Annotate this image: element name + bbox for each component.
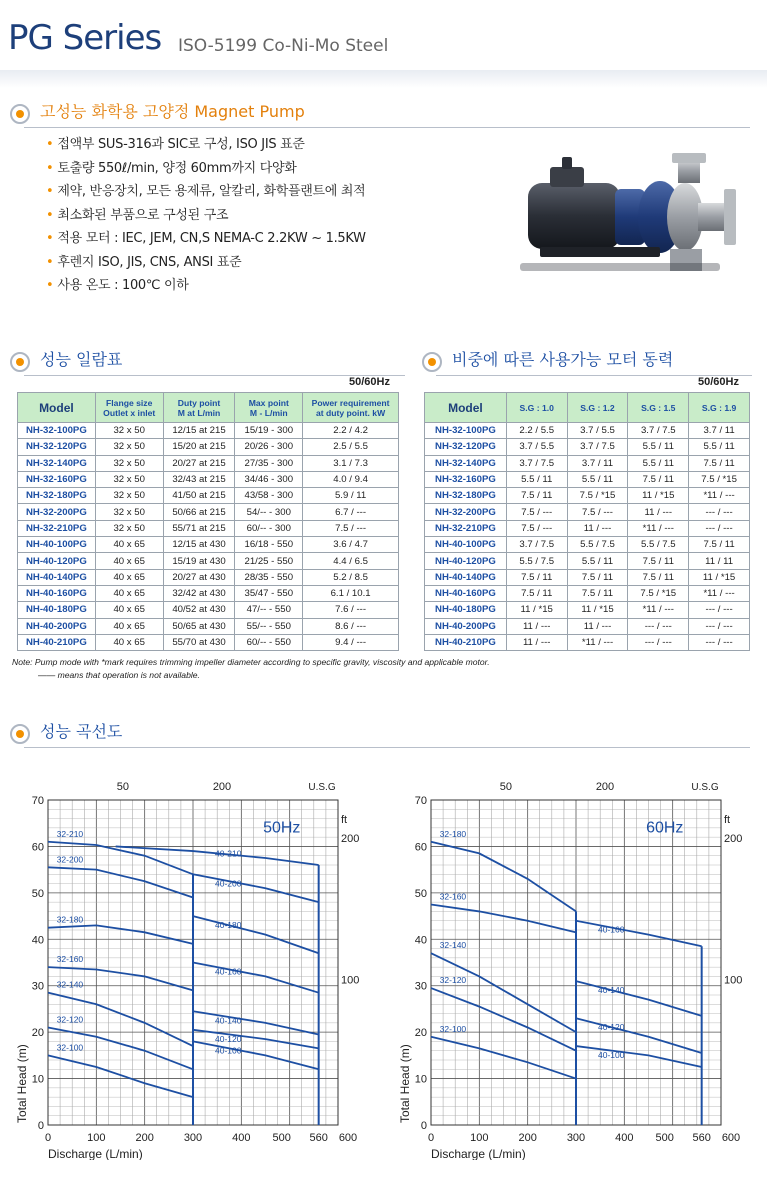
y-axis-title: Total Head (m) xyxy=(15,1044,29,1123)
value-cell: 12/15 at 215 xyxy=(163,423,235,439)
curve-chart-60hz xyxy=(383,770,767,1160)
x-tick-label: 400 xyxy=(232,1132,251,1144)
note-not-available: —— means that operation is not available. xyxy=(38,670,200,680)
y-tick-label: 40 xyxy=(414,934,427,947)
value-cell: 11 / *15 xyxy=(628,488,689,504)
value-cell: 21/25 - 550 xyxy=(235,553,303,569)
table-row xyxy=(18,602,399,618)
feature-item: • 토출량 550ℓ/min, 양정 60mm까지 다양화 xyxy=(46,157,446,181)
curve-label: 40-160 xyxy=(598,924,625,935)
value-cell: 15/19 - 300 xyxy=(235,423,303,439)
table-row xyxy=(18,455,399,471)
table-row xyxy=(18,618,399,634)
model-cell: NH-32-210PG xyxy=(18,520,96,536)
ft-tick-label: 100 xyxy=(724,974,743,987)
value-cell: 60/-- - 300 xyxy=(235,520,303,536)
x-tick-label: 600 xyxy=(338,1132,358,1144)
motor-heading: 비중에 따른 사용가능 모터 동력 xyxy=(452,350,674,369)
perf-header-0: Model xyxy=(18,393,96,423)
value-cell: 5.5 / 11 xyxy=(506,471,567,487)
motor-header-2: S.G : 1.2 xyxy=(567,393,628,423)
motor-power-table xyxy=(424,392,750,651)
table-row xyxy=(425,439,750,455)
value-cell: 11 / --- xyxy=(567,520,628,536)
curve-40-180 xyxy=(193,916,319,953)
usg-tick-label: 50 xyxy=(116,781,130,793)
feature-item: • 적용 모터 : IEC, JEM, CN,S NEMA-C 2.2KW ~ 1.5KW xyxy=(46,227,446,251)
curve-label: 40-120 xyxy=(598,1022,625,1033)
value-cell: 5.5 / 11 xyxy=(567,471,628,487)
table-row xyxy=(18,634,399,650)
section-divider xyxy=(24,747,750,748)
feature-item: • 후렌지 ISO, JIS, CNS, ANSI 표준 xyxy=(46,251,446,275)
value-cell: 2.5 / 5.5 xyxy=(303,439,399,455)
model-cell: NH-40-160PG xyxy=(425,585,507,601)
value-cell: 32/42 at 430 xyxy=(163,585,235,601)
value-cell: 11 / *15 xyxy=(567,602,628,618)
y-tick-label: 70 xyxy=(414,795,427,807)
curve-label: 32-100 xyxy=(439,1023,467,1034)
model-cell: NH-32-100PG xyxy=(425,423,507,439)
feature-item: • 접액부 SUS-316과 SIC로 구성, ISO JIS 표준 xyxy=(46,133,446,157)
motor-header-0: Model xyxy=(425,393,507,423)
value-cell: 15/20 at 215 xyxy=(163,439,235,455)
performance-heading: 성능 일람표 xyxy=(40,350,123,369)
value-cell: 7.5 / *15 xyxy=(567,488,628,504)
value-cell: 11 / --- xyxy=(567,618,628,634)
value-cell: 5.5 / 11 xyxy=(689,439,750,455)
curve-label: 32-160 xyxy=(439,891,467,902)
value-cell: 43/58 - 300 xyxy=(235,488,303,504)
value-cell: 3.7 / 7.5 xyxy=(628,423,689,439)
perf-header-3: Max point M - L/min xyxy=(235,393,303,423)
value-cell: --- / --- xyxy=(689,504,750,520)
value-cell: 7.5 / 11 xyxy=(628,553,689,569)
value-cell: 7.5 / --- xyxy=(567,504,628,520)
model-cell: NH-32-180PG xyxy=(18,488,96,504)
value-cell: 40 x 65 xyxy=(95,634,163,650)
value-cell: 3.1 / 7.3 xyxy=(303,455,399,471)
value-cell: 20/26 - 300 xyxy=(235,439,303,455)
feature-item: • 제약, 반응장치, 모든 용제류, 알칼리, 화학플랜트에 최적 xyxy=(46,180,446,204)
value-cell: 2.2 / 5.5 xyxy=(506,423,567,439)
value-cell: --- / --- xyxy=(689,618,750,634)
value-cell: 55/-- - 550 xyxy=(235,618,303,634)
value-cell: 11 / *15 xyxy=(506,602,567,618)
ft-tick-label: 200 xyxy=(341,832,360,845)
motor-unit: 50/60Hz xyxy=(698,376,739,388)
value-cell: 47/-- - 550 xyxy=(235,602,303,618)
feature-list xyxy=(46,133,446,298)
value-cell: 41/50 at 215 xyxy=(163,488,235,504)
value-cell: --- / --- xyxy=(689,634,750,650)
motor-header-3: S.G : 1.5 xyxy=(628,393,689,423)
curve-40-100 xyxy=(576,1046,702,1067)
magnet-pump-photo xyxy=(520,145,750,290)
value-cell: *11 / --- xyxy=(628,520,689,536)
table-row xyxy=(18,423,399,439)
model-cell: NH-40-180PG xyxy=(18,602,96,618)
perf-header-2: Duty point M at L/min xyxy=(163,393,235,423)
intro-section-header xyxy=(10,98,750,128)
y-tick-label: 10 xyxy=(414,1073,427,1086)
ft-axis-label: ft xyxy=(724,814,731,827)
value-cell: 50/66 at 215 xyxy=(163,504,235,520)
ft-tick-label: 200 xyxy=(724,832,743,845)
table-row xyxy=(18,553,399,569)
value-cell: *11 / --- xyxy=(567,634,628,650)
value-cell: 7.5 / 11 xyxy=(567,585,628,601)
curve-label: 32-140 xyxy=(56,979,84,990)
value-cell: 7.5 / 11 xyxy=(628,569,689,585)
x-tick-label: 0 xyxy=(427,1132,435,1144)
curve-40-200 xyxy=(193,874,319,902)
model-cell: NH-32-210PG xyxy=(425,520,507,536)
table-notes xyxy=(12,656,490,682)
model-cell: NH-40-210PG xyxy=(18,634,96,650)
y-tick-label: 70 xyxy=(31,795,44,807)
y-tick-label: 30 xyxy=(31,980,44,993)
value-cell: 40 x 65 xyxy=(95,553,163,569)
section-bullet-icon xyxy=(422,352,442,372)
value-cell: 35/47 - 550 xyxy=(235,585,303,601)
curve-40-140 xyxy=(576,981,702,1016)
curve-label: 32-180 xyxy=(439,828,467,839)
y-tick-label: 60 xyxy=(31,841,44,854)
value-cell: 7.5 / 11 xyxy=(628,471,689,487)
curve-label: 32-160 xyxy=(56,954,84,965)
value-cell: 32 x 50 xyxy=(95,439,163,455)
table-row xyxy=(18,537,399,553)
value-cell: *11 / --- xyxy=(628,602,689,618)
value-cell: 5.9 / 11 xyxy=(303,488,399,504)
curves-section-header xyxy=(10,718,750,748)
value-cell: 32 x 50 xyxy=(95,471,163,487)
model-cell: NH-40-120PG xyxy=(425,553,507,569)
x-tick-label: 600 xyxy=(721,1132,741,1144)
value-cell: 7.5 / --- xyxy=(506,520,567,536)
usg-tick-label: 50 xyxy=(499,781,513,793)
value-cell: 3.7 / 7.5 xyxy=(506,455,567,471)
curve-label: 32-120 xyxy=(439,975,467,986)
model-cell: NH-40-140PG xyxy=(425,569,507,585)
usg-tick-label: 200 xyxy=(595,781,615,793)
header-band xyxy=(0,70,767,88)
value-cell: 32/43 at 215 xyxy=(163,471,235,487)
table-row xyxy=(18,488,399,504)
value-cell: 7.5 / 11 xyxy=(506,585,567,601)
value-cell: 6.1 / 10.1 xyxy=(303,585,399,601)
value-cell: 32 x 50 xyxy=(95,423,163,439)
curve-label: 40-120 xyxy=(215,1033,242,1044)
model-cell: NH-32-200PG xyxy=(18,504,96,520)
table-row xyxy=(425,537,750,553)
curve-label: 40-180 xyxy=(215,920,242,931)
value-cell: 7.6 / --- xyxy=(303,602,399,618)
x-tick-label: 100 xyxy=(470,1132,489,1144)
model-cell: NH-32-180PG xyxy=(425,488,507,504)
usg-tick-label: 200 xyxy=(212,781,232,793)
x-tick-label: 500 xyxy=(272,1132,291,1144)
value-cell: 3.7 / 7.5 xyxy=(567,439,628,455)
feature-item: • 사용 온도 : 100℃ 이하 xyxy=(46,274,446,298)
model-cell: NH-32-100PG xyxy=(18,423,96,439)
value-cell: 20/27 at 215 xyxy=(163,455,235,471)
value-cell: *11 / --- xyxy=(689,585,750,601)
value-cell: 5.5 / 7.5 xyxy=(628,537,689,553)
value-cell: 5.5 / 11 xyxy=(567,553,628,569)
section-bullet-icon xyxy=(10,724,30,744)
value-cell: 34/46 - 300 xyxy=(235,471,303,487)
curve-label: 32-120 xyxy=(56,1014,84,1025)
value-cell: 11 / 11 xyxy=(689,553,750,569)
curve-label: 32-100 xyxy=(56,1042,84,1053)
page-subtitle: ISO-5199 Co-Ni-Mo Steel xyxy=(178,36,389,56)
y-tick-label: 50 xyxy=(414,887,427,900)
value-cell: 7.5 / 11 xyxy=(506,569,567,585)
value-cell: 7.5 / 11 xyxy=(567,569,628,585)
curve-label: 40-160 xyxy=(215,966,242,977)
value-cell: 4.0 / 9.4 xyxy=(303,471,399,487)
note-trim: Note: Pump mode with *mark requires trimming impeller diameter according to specific gravity, viscosity and applicable motor. xyxy=(12,657,490,667)
table-row xyxy=(18,504,399,520)
table-row xyxy=(425,504,750,520)
table-row xyxy=(425,423,750,439)
section-bullet-icon xyxy=(10,104,30,124)
y-tick-label: 20 xyxy=(31,1027,44,1040)
value-cell: 5.5 / 7.5 xyxy=(567,537,628,553)
table-row xyxy=(425,569,750,585)
x-tick-label: 300 xyxy=(183,1132,203,1144)
model-cell: NH-40-200PG xyxy=(18,618,96,634)
value-cell: 7.5 / 11 xyxy=(506,488,567,504)
table-row xyxy=(425,634,750,650)
model-cell: NH-40-210PG xyxy=(425,634,507,650)
value-cell: 32 x 50 xyxy=(95,455,163,471)
value-cell: 5.5 / 11 xyxy=(628,439,689,455)
value-cell: 3.7 / 7.5 xyxy=(506,537,567,553)
perf-header-4: Power requirement at duty point. kW xyxy=(303,393,399,423)
model-cell: NH-32-120PG xyxy=(425,439,507,455)
model-cell: NH-40-100PG xyxy=(18,537,96,553)
curve-chart-50hz xyxy=(0,770,383,1160)
value-cell: 40 x 65 xyxy=(95,537,163,553)
section-divider xyxy=(24,127,750,128)
model-cell: NH-32-200PG xyxy=(425,504,507,520)
y-tick-label: 30 xyxy=(414,980,427,993)
feature-item: • 최소화된 부품으로 구성된 구조 xyxy=(46,204,446,228)
value-cell: 55/70 at 430 xyxy=(163,634,235,650)
curve-label: 40-210 xyxy=(215,848,242,859)
performance-section-header xyxy=(10,346,405,376)
value-cell: 32 x 50 xyxy=(95,504,163,520)
curve-label: 40-100 xyxy=(598,1050,625,1061)
x-axis-title: Discharge (L/min) xyxy=(48,1147,143,1160)
value-cell: 3.7 / 5.5 xyxy=(506,439,567,455)
usg-axis-label: U.S.G xyxy=(308,782,336,793)
motor-section-header xyxy=(422,346,752,376)
value-cell: 9.4 / --- xyxy=(303,634,399,650)
intro-heading: 고성능 화학용 고양정 Magnet Pump xyxy=(40,102,305,121)
x-tick-label: 560 xyxy=(309,1132,328,1144)
model-cell: NH-40-120PG xyxy=(18,553,96,569)
x-tick-label: 0 xyxy=(44,1132,52,1144)
value-cell: 16/18 - 550 xyxy=(235,537,303,553)
value-cell: --- / --- xyxy=(628,618,689,634)
value-cell: 32 x 50 xyxy=(95,520,163,536)
curve-label: 32-200 xyxy=(56,854,84,865)
ft-tick-label: 100 xyxy=(341,974,360,987)
value-cell: 40/52 at 430 xyxy=(163,602,235,618)
curve-label: 40-140 xyxy=(215,1015,242,1026)
model-cell: NH-32-140PG xyxy=(425,455,507,471)
table-row xyxy=(425,455,750,471)
table-row xyxy=(18,585,399,601)
table-row xyxy=(425,520,750,536)
curve-label: 32-210 xyxy=(56,828,84,839)
model-cell: NH-40-100PG xyxy=(425,537,507,553)
table-row xyxy=(425,602,750,618)
value-cell: 50/65 at 430 xyxy=(163,618,235,634)
performance-table xyxy=(17,392,399,651)
value-cell: 54/-- - 300 xyxy=(235,504,303,520)
value-cell: 12/15 at 430 xyxy=(163,537,235,553)
table-row xyxy=(18,471,399,487)
x-tick-label: 200 xyxy=(518,1132,537,1144)
value-cell: 3.7 / 11 xyxy=(567,455,628,471)
motor-header-4: S.G : 1.9 xyxy=(689,393,750,423)
table-row xyxy=(425,553,750,569)
value-cell: 3.6 / 4.7 xyxy=(303,537,399,553)
curve-label: 32-180 xyxy=(56,914,84,925)
y-tick-label: 20 xyxy=(414,1027,427,1040)
value-cell: 32 x 50 xyxy=(95,488,163,504)
y-tick-label: 0 xyxy=(420,1120,427,1132)
value-cell: 5.5 / 7.5 xyxy=(506,553,567,569)
value-cell: *11 / --- xyxy=(689,488,750,504)
x-tick-label: 300 xyxy=(566,1132,586,1144)
value-cell: 3.7 / 5.5 xyxy=(567,423,628,439)
section-bullet-icon xyxy=(10,352,30,372)
model-cell: NH-32-160PG xyxy=(18,471,96,487)
model-cell: NH-40-160PG xyxy=(18,585,96,601)
value-cell: 5.5 / 11 xyxy=(628,455,689,471)
value-cell: 7.5 / 11 xyxy=(689,537,750,553)
value-cell: 27/35 - 300 xyxy=(235,455,303,471)
page-title: PG Series xyxy=(8,18,162,58)
value-cell: --- / --- xyxy=(689,520,750,536)
perf-header-1: Flange size Outlet x inlet xyxy=(95,393,163,423)
curve-label: 40-200 xyxy=(215,878,242,889)
table-row xyxy=(425,585,750,601)
value-cell: 20/27 at 430 xyxy=(163,569,235,585)
curve-label: 40-100 xyxy=(215,1045,242,1056)
table-row xyxy=(425,488,750,504)
value-cell: 11 / --- xyxy=(506,634,567,650)
curve-label: 40-140 xyxy=(598,985,625,996)
page-header xyxy=(0,0,767,90)
table-row xyxy=(425,618,750,634)
value-cell: 4.4 / 6.5 xyxy=(303,553,399,569)
y-tick-label: 50 xyxy=(31,887,44,900)
frequency-label: 50Hz xyxy=(263,819,301,837)
table-row xyxy=(425,471,750,487)
curves-heading: 성능 곡선도 xyxy=(40,722,123,741)
value-cell: 6.7 / --- xyxy=(303,504,399,520)
y-tick-label: 10 xyxy=(31,1073,44,1086)
x-tick-label: 560 xyxy=(692,1132,711,1144)
value-cell: 55/71 at 215 xyxy=(163,520,235,536)
value-cell: 8.6 / --- xyxy=(303,618,399,634)
value-cell: 11 / *15 xyxy=(689,569,750,585)
y-tick-label: 0 xyxy=(37,1120,44,1132)
table-row xyxy=(18,439,399,455)
value-cell: 40 x 65 xyxy=(95,618,163,634)
y-tick-label: 40 xyxy=(31,934,44,947)
value-cell: 3.7 / 11 xyxy=(689,423,750,439)
value-cell: 7.5 / *15 xyxy=(628,585,689,601)
x-axis-title: Discharge (L/min) xyxy=(431,1147,526,1160)
performance-unit: 50/60Hz xyxy=(349,376,390,388)
section-divider xyxy=(24,375,405,376)
value-cell: 60/-- - 550 xyxy=(235,634,303,650)
curve-40-160 xyxy=(576,921,702,947)
x-tick-label: 400 xyxy=(615,1132,634,1144)
value-cell: 40 x 65 xyxy=(95,569,163,585)
value-cell: 7.5 / --- xyxy=(303,520,399,536)
value-cell: 5.2 / 8.5 xyxy=(303,569,399,585)
value-cell: 15/19 at 430 xyxy=(163,553,235,569)
value-cell: 7.5 / *15 xyxy=(689,471,750,487)
value-cell: 28/35 - 550 xyxy=(235,569,303,585)
value-cell: 2.2 / 4.2 xyxy=(303,423,399,439)
value-cell: --- / --- xyxy=(689,602,750,618)
model-cell: NH-40-140PG xyxy=(18,569,96,585)
value-cell: 40 x 65 xyxy=(95,602,163,618)
value-cell: --- / --- xyxy=(628,634,689,650)
value-cell: 40 x 65 xyxy=(95,585,163,601)
value-cell: 7.5 / 11 xyxy=(689,455,750,471)
value-cell: 11 / --- xyxy=(628,504,689,520)
motor-header-1: S.G : 1.0 xyxy=(506,393,567,423)
curve-label: 32-140 xyxy=(439,940,467,951)
x-tick-label: 500 xyxy=(655,1132,674,1144)
model-cell: NH-40-200PG xyxy=(425,618,507,634)
y-tick-label: 60 xyxy=(414,841,427,854)
ft-axis-label: ft xyxy=(341,814,348,827)
value-cell: 11 / --- xyxy=(506,618,567,634)
model-cell: NH-32-160PG xyxy=(425,471,507,487)
model-cell: NH-40-180PG xyxy=(425,602,507,618)
table-row xyxy=(18,569,399,585)
usg-axis-label: U.S.G xyxy=(691,782,719,793)
frequency-label: 60Hz xyxy=(646,819,684,837)
table-row xyxy=(18,520,399,536)
x-tick-label: 100 xyxy=(87,1132,106,1144)
model-cell: NH-32-140PG xyxy=(18,455,96,471)
model-cell: NH-32-120PG xyxy=(18,439,96,455)
value-cell: 7.5 / --- xyxy=(506,504,567,520)
x-tick-label: 200 xyxy=(135,1132,154,1144)
y-axis-title: Total Head (m) xyxy=(398,1044,412,1123)
